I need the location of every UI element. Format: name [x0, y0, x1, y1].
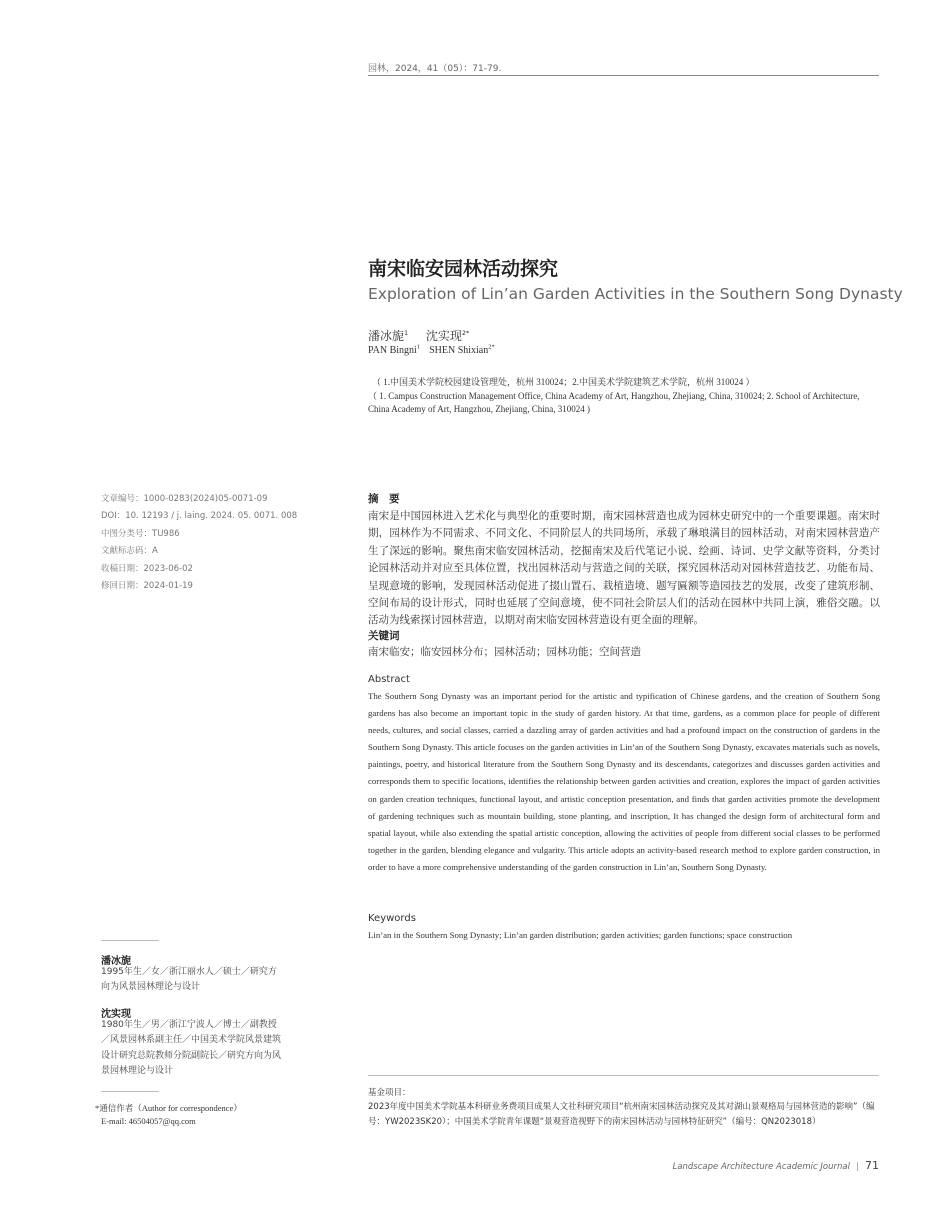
meta-received-date: 收稿日期：2023-06-02 — [101, 563, 193, 574]
author-name: SHEN Shixian — [429, 345, 489, 356]
bio-divider — [101, 940, 159, 941]
author-name: PAN Bingni — [368, 345, 417, 356]
page-footer — [600, 1159, 879, 1172]
author-affiliation-mark: 2* — [488, 343, 495, 351]
abstract-en-heading: Abstract — [368, 674, 410, 685]
meta-doi: DOI：10. 12193 / j. laing. 2024. 05. 0071. 008 — [101, 511, 298, 522]
abstract-en-text: The Southern Song Dynasty was an important period for the artistic and typification of Chinese gardens, and the creation of Southern Song gardens has also become an important topic in the study of garden history. At that time, gardens, as a common place for people of different needs, cultures, and social classes, carried a dazzling array of garden activities and had a profound impact on the construction of gardens in the Southern Song Dynasty. This article focuses on the garden activities in Lin’an of the Southern Song Dynasty, excavates materials such as novels, paintings, poetry, and historical literature from the Southern Song Dynasty and its descendants, categorizes and discusses garden activities and corresponds them to specific locations, identifies the relationship between garden activities and creation, explores the impact of garden activities on garden creation techniques, functional layout, and artistic conception presentation, and finds that garden activities promote the development of gardening techniques such as mountain building, stone planting, and inscription, It has changed the design form of architectural form and spatial layout, while also extending the spatial artistic conception, allowing the activities of people from different social classes to be performed together in the garden, blending elegance and vulgarity. This article adopts an activity-based research method to explore garden construction, in order to have a more comprehensive understanding of the garden construction in Lin’an, Southern Song Dynasty. — [368, 691, 880, 872]
affiliation-chinese: （ 1.中国美术学院校园建设管理处，杭州 310024；2.中国美术学院建筑艺术学院，杭州 310024 ） — [372, 377, 755, 387]
footer-journal-name: Landscape Architecture Academic Journal — [672, 1162, 850, 1172]
keywords-cn: 南宋临安；临安园林分布；园林活动；园林功能；空间营造 — [368, 647, 641, 658]
footer-separator: | — [855, 1162, 859, 1172]
meta-article-number: 文章编号：1000-0283(2024)05-0071-09 — [101, 494, 268, 504]
author-affiliation-mark: 1 — [404, 329, 409, 337]
authors-chinese — [368, 327, 469, 344]
keywords-en-heading: Keywords — [368, 913, 416, 924]
funding-rule — [368, 1075, 879, 1076]
bio-name: 沈实现 — [101, 1009, 131, 1020]
author-affiliation-mark: 2* — [461, 329, 470, 337]
affiliation-english: （ 1. Campus Construction Management Office, China Academy of Art, Hangzhou, Zhejiang, China, 310024; 2. School of Architecture, China Academy of Art, Hangzhou, Zhejiang, China, 310024 ) — [368, 391, 860, 414]
funding-text: 2023年度中国美术学院基本科研业务费项目成果人文社科研究项目“杭州南宋园林活动探究及其对湖山景观格局与园林营造的影响”（编号：YW2023SK20）；中国美术学院青年课题“景观营造视野下的南宋园林活动与园林特征研究”（编号：QN2023018） — [368, 1102, 875, 1127]
page-number: 71 — [865, 1159, 879, 1172]
meta-classification: 中图分类号：TU986 — [101, 528, 180, 539]
author-name: 沈实现 — [425, 329, 462, 343]
title-english: Exploration of Lin’an Garden Activities in the Southern Song Dynasty — [368, 285, 903, 303]
article-meta — [101, 491, 297, 595]
keywords-cn-heading: 关键词 — [368, 630, 400, 642]
bio-name: 潘冰旎 — [101, 956, 131, 967]
header-rule — [368, 75, 879, 76]
author-affiliation-mark: 1 — [416, 343, 421, 351]
funding-heading: 基金项目： — [368, 1088, 411, 1098]
bio-text: 1995年生／女／浙江丽水人／硕士／研究方向为风景园林理论与设计 — [101, 967, 277, 993]
correspondence-label: *通信作者（Author for correspondence） — [95, 1103, 242, 1113]
meta-document-code: 文献标志码：A — [101, 546, 158, 557]
title-chinese: 南宋临安园林活动探究 — [368, 258, 559, 280]
correspondence-email: E-mail: 46504057@qq.com — [101, 1116, 196, 1126]
abstract-cn-heading: 摘 要 — [368, 493, 400, 505]
bio-text: 1980年生／男／浙江宁波人／博士／副教授／风景园林系副主任／中国美术学院风景建筑设计研究总院教师分院副院长／研究方向为风景园林理论与设计 — [101, 1020, 282, 1077]
keywords-en: Lin’an in the Southern Song Dynasty; Lin’an garden distribution; garden activities; garden functions; space construction — [368, 930, 793, 940]
journal-citation: 园林，2024，41（05）：71-79. — [368, 64, 502, 74]
author-name: 潘冰旎 — [368, 329, 405, 343]
abstract-cn-text: 南宋是中国园林进入艺术化与典型化的重要时期，南宋园林营造也成为园林史研究中的一个重要课题。南宋时期，园林作为不同需求、不同文化、不同阶层人的共同场所，承载了琳琅满目的园林活动，对南宋园林营造产生了深远的影响。聚焦南宋临安园林活动，挖掘南宋及后代笔记小说、绘画、诗词、史学文献等资料，分类讨论园林活动并对应至具体位置，找出园林活动与营造之间的关联，探究园林活动对园林营造技艺、功能布局、呈现意境的影响，发现园林活动促进了掇山置石、栽植造境、题写匾额等造园技艺的发展，改变了建筑形制、空间布局的设计形式，同时也延展了空间意境，使不同社会阶层人们的活动在园林中共同上演，雅俗交融。以活动为线索探讨园林营造，以期对南宋临安园林营造设有更全面的理解。 — [368, 511, 880, 627]
authors-english — [368, 345, 495, 356]
bio-divider — [101, 1091, 159, 1092]
meta-revised-date: 修回日期：2024-01-19 — [101, 580, 193, 591]
